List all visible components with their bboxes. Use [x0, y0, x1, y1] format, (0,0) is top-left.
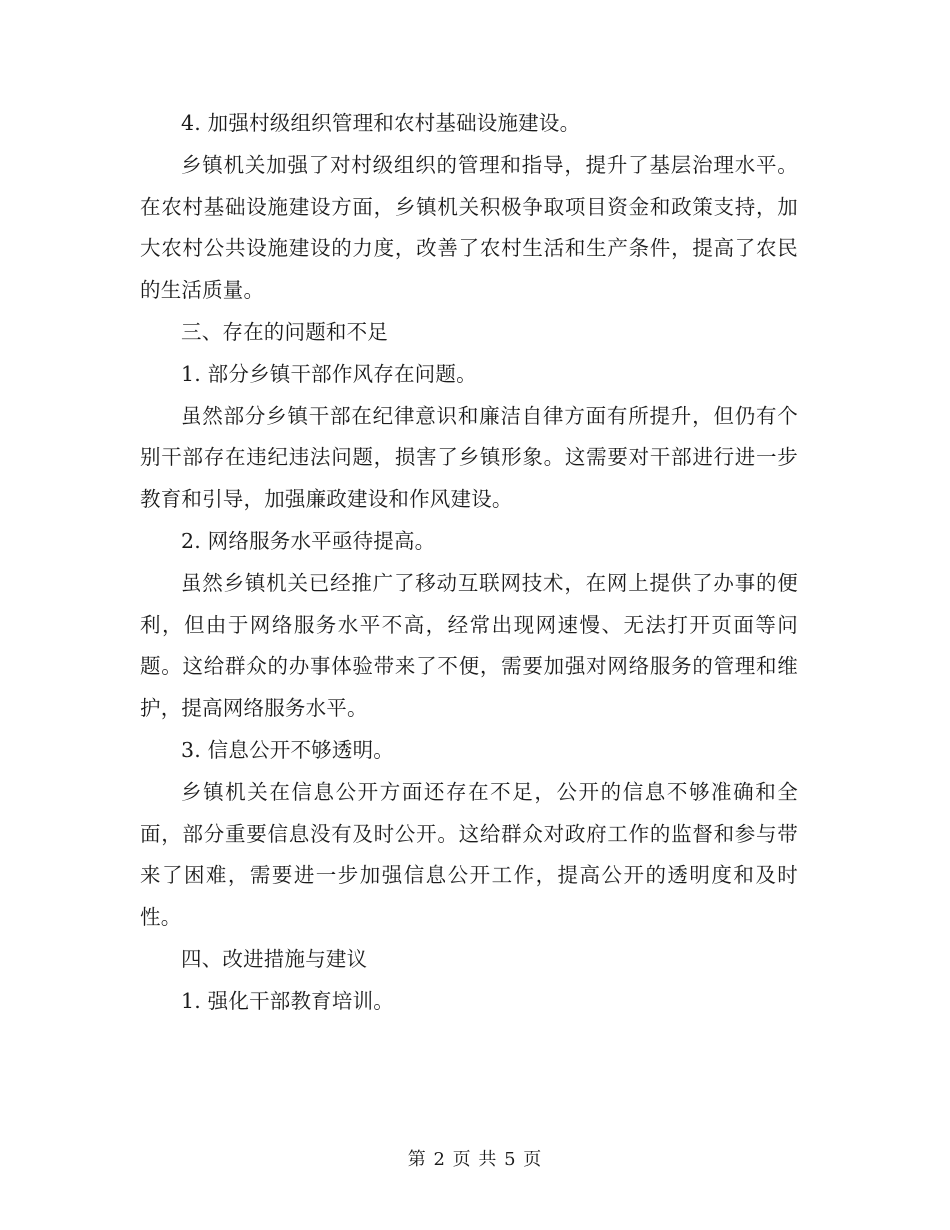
item-heading-1: 1. 部分乡镇干部作风存在问题。	[181, 361, 477, 386]
item-heading-2: 2. 网络服务水平亟待提高。	[181, 528, 436, 553]
body-paragraph: 乡镇机关加强了对村级组织的管理和指导，提升了基层治理水平。在农村基础设施建设方面，乡镇机关积极争取项目资金和政策支持，加大农村公共设施建设的力度，改善了农村生活和生产条件，提高了农民的生活质量。	[140, 152, 798, 303]
section-heading-4: 四、改进措施与建议	[181, 946, 368, 971]
body-paragraph: 乡镇机关在信息公开方面还存在不足，公开的信息不够准确和全面，部分重要信息没有及时公开。这给群众对政府工作的监督和参与带来了困难，需要进一步加强信息公开工作，提高公开的透明度和及时性。	[140, 779, 798, 930]
section-heading-3: 三、存在的问题和不足	[181, 319, 388, 344]
page-number-footer: 第 2 页 共 5 页	[407, 1149, 543, 1170]
document-body	[140, 103, 798, 1023]
item-heading-1: 1. 强化干部教育培训。	[181, 988, 394, 1013]
body-paragraph: 虽然乡镇机关已经推广了移动互联网技术，在网上提供了办事的便利，但由于网络服务水平不高，经常出现网速慢、无法打开页面等问题。这给群众的办事体验带来了不便，需要加强对网络服务的管理和维护，提高网络服务水平。	[140, 570, 798, 721]
item-heading-3: 3. 信息公开不够透明。	[181, 737, 394, 762]
body-paragraph: 虽然部分乡镇干部在纪律意识和廉洁自律方面有所提升，但仍有个别干部存在违纪违法问题，损害了乡镇形象。这需要对干部进行进一步教育和引导，加强廉政建设和作风建设。	[140, 403, 798, 512]
item-heading-4: 4. 加强村级组织管理和农村基础设施建设。	[181, 111, 581, 135]
